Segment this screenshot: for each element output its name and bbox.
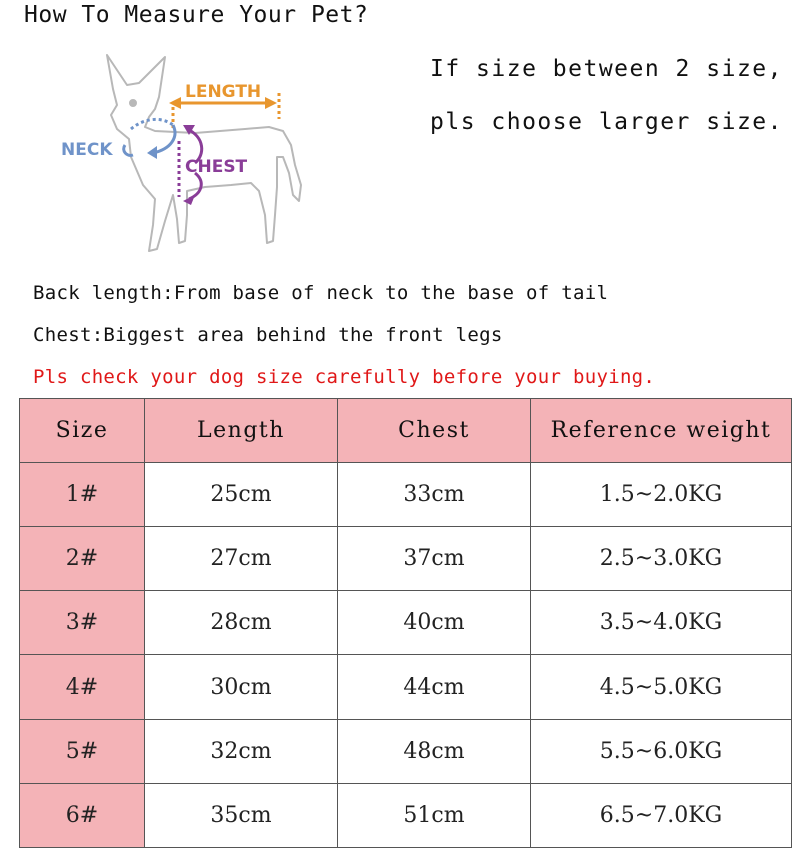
weight-cell: 2.5~3.0KG (531, 527, 792, 591)
chest-cell: 48cm (338, 719, 531, 783)
chest-cell: 44cm (338, 655, 531, 719)
length-cell: 27cm (145, 527, 338, 591)
table-row (20, 591, 792, 655)
table-row (20, 719, 792, 783)
length-label: LENGTH (185, 82, 262, 102)
header-length: Length (145, 399, 338, 463)
weight-cell: 3.5~4.0KG (531, 591, 792, 655)
table-row (20, 655, 792, 719)
weight-cell: 6.5~7.0KG (531, 783, 792, 847)
size-cell: 5# (20, 719, 145, 783)
chest-cell: 51cm (338, 783, 531, 847)
weight-cell: 5.5~6.0KG (531, 719, 792, 783)
length-cell: 25cm (145, 463, 338, 527)
dog-illustration (55, 45, 325, 265)
size-tip-line-1: If size between 2 size, (430, 56, 783, 82)
size-cell: 4# (20, 655, 145, 719)
table-row (20, 463, 792, 527)
table-header-row (20, 399, 792, 463)
weight-cell: 4.5~5.0KG (531, 655, 792, 719)
header-chest: Chest (338, 399, 531, 463)
chest-label: CHEST (185, 157, 248, 177)
header-size: Size (20, 399, 145, 463)
size-tip-line-2: pls choose larger size. (430, 109, 783, 135)
warning-text: Pls check your dog size carefully before your buying. (33, 366, 656, 388)
dog-measure-diagram (55, 45, 325, 265)
chest-cell: 33cm (338, 463, 531, 527)
chest-cell: 37cm (338, 527, 531, 591)
size-cell: 3# (20, 591, 145, 655)
size-chart-table (19, 398, 792, 848)
size-cell: 2# (20, 527, 145, 591)
table-row (20, 527, 792, 591)
header-reference-weight: Reference weight (531, 399, 792, 463)
back-length-instruction: Back length:From base of neck to the base of tail (33, 282, 609, 304)
table-row (20, 783, 792, 847)
neck-label: NECK (61, 140, 113, 160)
size-cell: 1# (20, 463, 145, 527)
size-cell: 6# (20, 783, 145, 847)
page-title: How To Measure Your Pet? (24, 2, 369, 28)
chest-cell: 40cm (338, 591, 531, 655)
length-cell: 28cm (145, 591, 338, 655)
length-cell: 32cm (145, 719, 338, 783)
chest-instruction: Chest:Biggest area behind the front legs (33, 324, 503, 346)
length-cell: 30cm (145, 655, 338, 719)
weight-cell: 1.5~2.0KG (531, 463, 792, 527)
length-cell: 35cm (145, 783, 338, 847)
